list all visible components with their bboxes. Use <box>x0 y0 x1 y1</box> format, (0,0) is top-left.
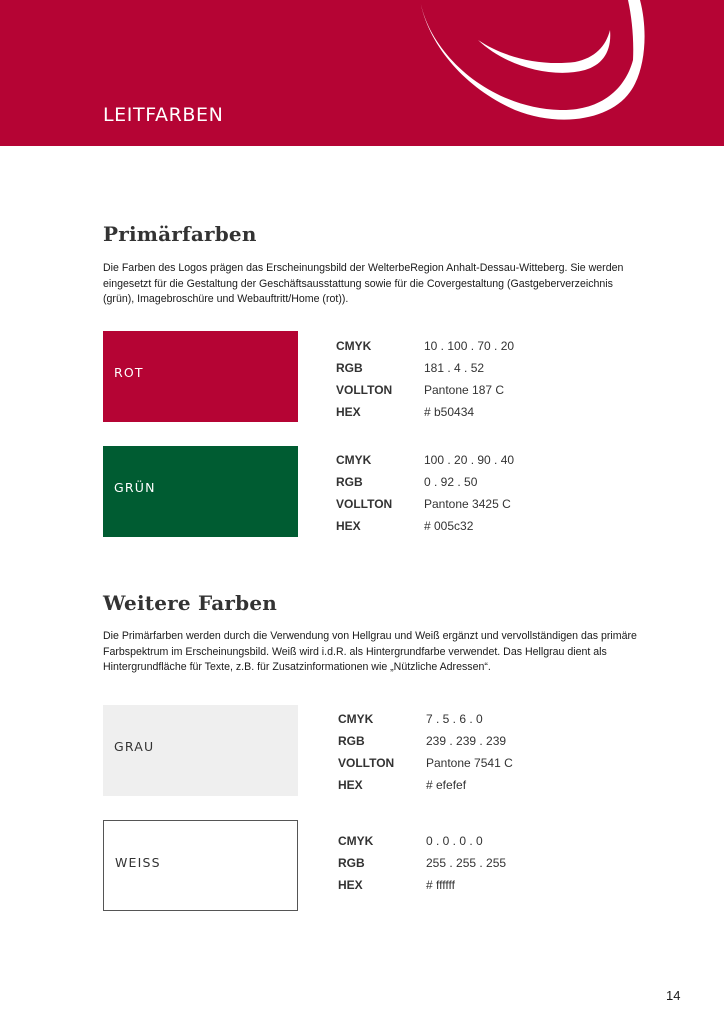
spec-value: 100 . 20 . 90 . 40 <box>424 453 515 467</box>
spec-key: RGB <box>336 361 363 375</box>
page-title: LEITFARBEN <box>103 104 224 126</box>
spec-key: CMYK <box>338 712 374 726</box>
spec-value: 7 . 5 . 6 . 0 <box>426 712 483 726</box>
spec-key: RGB <box>336 475 363 489</box>
header-band <box>0 0 724 146</box>
page-number: 14 <box>666 988 681 1003</box>
spec-value: 0 . 92 . 50 <box>424 475 478 489</box>
spec-key: HEX <box>338 878 363 892</box>
spec-key: RGB <box>338 734 365 748</box>
spec-value: Pantone 187 C <box>424 383 505 397</box>
spec-value: 181 . 4 . 52 <box>424 361 485 375</box>
spec-value: 239 . 239 . 239 <box>426 734 507 748</box>
section-title-primary: Primärfarben <box>103 222 257 246</box>
swatch-label: GRÜN <box>114 480 156 495</box>
swatch-label: WEISS <box>115 855 161 870</box>
swatch-label: ROT <box>114 365 144 380</box>
spec-value: 0 . 0 . 0 . 0 <box>426 834 483 848</box>
section-description-secondary: Die Primärfarben werden durch die Verwendung von Hellgrau und Weiß ergänzt und vervollständigen das primäre Farbspektrum im Erscheinungsbild. Weiß wird i.d.R. als Hintergrundfarbe verwendet. Das Hellgrau dient als Hintergrundfläche für Texte, z.B. für Zusatzinformationen wie „Nützliche Adressen“. <box>103 630 637 673</box>
spec-value: 255 . 255 . 255 <box>426 856 507 870</box>
color-swatch-gruen <box>103 446 298 537</box>
swatch-label: GRAU <box>114 739 155 754</box>
spec-key: CMYK <box>336 453 372 467</box>
spec-value: 10 . 100 . 70 . 20 <box>424 339 515 353</box>
spec-value: # efefef <box>426 778 467 792</box>
spec-value: # ffffff <box>426 878 455 892</box>
spec-key: HEX <box>338 778 363 792</box>
spec-value: Pantone 3425 C <box>424 497 511 511</box>
spec-key: RGB <box>338 856 365 870</box>
spec-key: VOLLTON <box>336 497 393 511</box>
section-title-secondary: Weitere Farben <box>103 591 277 615</box>
spec-key: CMYK <box>336 339 372 353</box>
color-swatch-weiss <box>103 820 298 911</box>
color-swatch-rot <box>103 331 298 422</box>
spec-value: Pantone 7541 C <box>426 756 513 770</box>
spec-key: CMYK <box>338 834 374 848</box>
spec-key: VOLLTON <box>336 383 393 397</box>
spec-value: # b50434 <box>424 405 475 419</box>
spec-key: HEX <box>336 519 361 533</box>
spec-key: HEX <box>336 405 361 419</box>
spec-value: # 005c32 <box>424 519 474 533</box>
section-description-primary: Die Farben des Logos prägen das Erscheinungsbild der WelterbeRegion Anhalt-Dessau-Witteberg. Sie werden eingesetzt für die Gestaltung der Geschäftsausstattung sowie für die Covergestaltung (Gastgeberverzeichnis (grün), Imagebroschüre und Webauftritt/Home (rot)). <box>103 262 624 305</box>
color-swatch-grau <box>103 705 298 796</box>
spec-key: VOLLTON <box>338 756 395 770</box>
